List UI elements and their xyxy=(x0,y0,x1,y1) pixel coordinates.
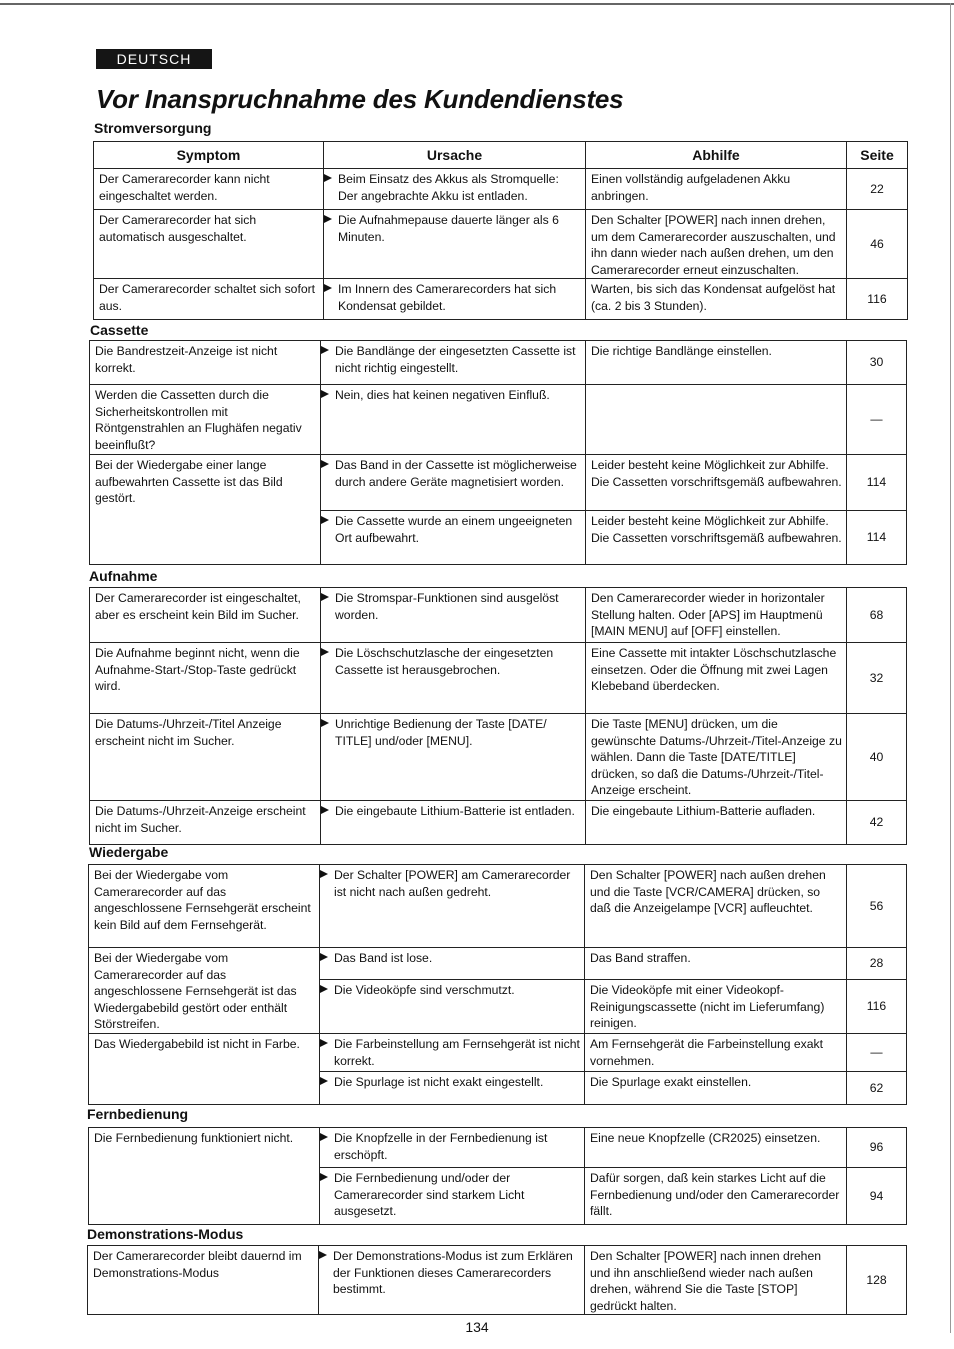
language-tag: DEUTSCH xyxy=(96,49,212,69)
section-title-playback: Wiedergabe xyxy=(89,844,169,860)
symptom-cell: Bei der Wiedergabe vom Camerarecorder auf das angeschlossene Fernsehgerät erscheint kein Bild auf dem Fernsehgerät. xyxy=(89,865,320,948)
symptom-cell: Die Aufnahme beginnt nicht, wenn die Aufnahme-Start-/Stop-Taste gedrückt wird. xyxy=(90,643,321,714)
page-ref-cell: 42 xyxy=(847,801,907,845)
symptom-cell: Die Datums-/Uhrzeit-Anzeige erscheint nicht im Sucher. xyxy=(90,801,321,845)
cause-cell: Nein, dies hat keinen negativen Einfluß. xyxy=(321,385,586,455)
table-cassette xyxy=(89,340,907,565)
page-ref-cell: 68 xyxy=(847,588,907,643)
right-border-line xyxy=(950,3,951,1333)
header-cause: Ursache xyxy=(324,142,586,169)
cause-cell: Die Fernbedienung und/oder der Camerarecorder sind starkem Licht ausgesetzt. xyxy=(320,1168,585,1225)
page-ref-cell: 114 xyxy=(847,511,907,565)
cause-cell: Die eingebaute Lithium-Batterie ist entladen. xyxy=(321,801,586,845)
symptom-cell: Werden die Cassetten durch die Sicherheitskontrollen mit Röntgenstrahlen an Flughäfen negativ beeinflußt? xyxy=(90,385,321,455)
table-row xyxy=(90,455,907,511)
cause-cell: Beim Einsatz des Akkus als Stromquelle: Der angebrachte Akku ist entladen. xyxy=(324,169,586,210)
header-page: Seite xyxy=(847,142,908,169)
table-row xyxy=(94,279,908,320)
remedy-cell: Einen vollständig aufgeladenen Akku anbringen. xyxy=(586,169,847,210)
table-row xyxy=(90,588,907,643)
page-ref-cell: 116 xyxy=(847,279,908,320)
table-row xyxy=(88,1246,907,1315)
section-title-recording: Aufnahme xyxy=(89,568,158,584)
table-power xyxy=(93,141,908,320)
page-ref-cell: 30 xyxy=(847,341,907,385)
remedy-cell: Leider besteht keine Möglichkeit zur Abhilfe. Die Cassetten vorschriftsgemäß aufbewahren. xyxy=(586,455,847,511)
page-ref-cell: 56 xyxy=(847,865,907,948)
remedy-cell: Die eingebaute Lithium-Batterie aufladen. xyxy=(586,801,847,845)
table-recording xyxy=(89,587,907,845)
page-ref-cell: 22 xyxy=(847,169,908,210)
cause-cell: Der Demonstrations-Modus ist zum Erklären der Funktionen dieses Camerarecorders bestimmt. xyxy=(319,1246,585,1315)
symptom-cell: Der Camerarecorder hat sich automatisch ausgeschaltet. xyxy=(94,210,324,279)
table-row xyxy=(89,948,907,980)
remedy-cell: Am Fernsehgerät die Farbeinstellung exakt vornehmen. xyxy=(585,1034,847,1072)
remedy-cell: Den Camerarecorder wieder in horizontaler Stellung halten. Oder [APS] im Hauptmenü [MAIN MENU] auf [OFF] einstellen. xyxy=(586,588,847,643)
remedy-cell: Den Schalter [POWER] nach innen drehen, um dem Camerarecorder auszuschalten, und ihn dann wieder nach außen drehen, um den Camerarecorder erneut einzuschalten. xyxy=(586,210,847,279)
symptom-cell: Die Datums-/Uhrzeit-/Titel Anzeige erscheint nicht im Sucher. xyxy=(90,714,321,801)
cause-cell: Im Innern des Camerarecorders hat sich Kondensat gebildet. xyxy=(324,279,586,320)
cause-cell: Die Farbeinstellung am Fernsehgerät ist nicht korrekt. xyxy=(320,1034,585,1072)
remedy-cell: Dafür sorgen, daß kein starkes Licht auf die Fernbedienung und/oder den Camerarecorder fällt. xyxy=(585,1168,847,1225)
symptom-cell: Bei der Wiedergabe vom Camerarecorder auf das angeschlossene Fernsehgerät ist das Wiedergabebild gestört oder enthält Störstreifen. xyxy=(89,948,320,1034)
remedy-cell: Das Band straffen. xyxy=(585,948,847,980)
header-remedy: Abhilfe xyxy=(586,142,847,169)
table-playback xyxy=(88,864,907,1105)
table-row xyxy=(90,385,907,455)
section-title-remote: Fernbedienung xyxy=(87,1106,189,1122)
header-symptom: Symptom xyxy=(94,142,324,169)
page-number: 134 xyxy=(465,1319,489,1335)
cause-cell: Die Cassette wurde an einem ungeeigneten Ort aufbewahrt. xyxy=(321,511,586,565)
cause-cell: Das Band ist lose. xyxy=(320,948,585,980)
remedy-cell: Die Taste [MENU] drücken, um die gewünschte Datums-/Uhrzeit-/Titel-Anzeige zu wählen. Dann die Taste [DATE/TITLE] drücken, so daß die Datums-/Uhrzeit-/Titel-Anzeige erscheint. xyxy=(586,714,847,801)
remedy-cell xyxy=(586,385,847,455)
page-ref-cell: 128 xyxy=(847,1246,907,1315)
cause-cell: Die Aufnahmepause dauerte länger als 6 Minuten. xyxy=(324,210,586,279)
table-row xyxy=(94,169,908,210)
remedy-cell: Eine neue Knopfzelle (CR2025) einsetzen. xyxy=(585,1128,847,1168)
page-ref-cell: 62 xyxy=(847,1072,907,1105)
remedy-cell: Die richtige Bandlänge einstellen. xyxy=(586,341,847,385)
symptom-cell: Der Camerarecorder bleibt dauernd im Demonstrations-Modus xyxy=(88,1246,319,1315)
cause-cell: Die Stromspar-Funktionen sind ausgelöst worden. xyxy=(321,588,586,643)
page-ref-cell: 94 xyxy=(847,1168,907,1225)
page-ref-cell: 40 xyxy=(847,714,907,801)
remedy-cell: Die Spurlage exakt einstellen. xyxy=(585,1072,847,1105)
symptom-cell: Die Bandrestzeit-Anzeige ist nicht korrekt. xyxy=(90,341,321,385)
symptom-cell: Bei der Wiedergabe einer lange aufbewahrten Cassette ist das Bild gestört. xyxy=(90,455,321,511)
remedy-cell: Warten, bis sich das Kondensat aufgelöst hat (ca. 2 bis 3 Stunden). xyxy=(586,279,847,320)
table-row xyxy=(90,801,907,845)
page-title: Vor Inanspruchnahme des Kundendienstes xyxy=(96,84,624,114)
remedy-cell: Den Schalter [POWER] nach außen drehen und die Taste [VCR/CAMERA] drücken, so daß die Anzeigelampe [VCR] aufleuchtet. xyxy=(585,865,847,948)
symptom-cell xyxy=(90,511,321,565)
cause-cell: Der Schalter [POWER] am Camerarecorder ist nicht nach außen gedreht. xyxy=(320,865,585,948)
table-row xyxy=(89,1128,907,1168)
table-row xyxy=(89,1034,907,1072)
cause-cell: Die Videoköpfe sind verschmutzt. xyxy=(320,980,585,1034)
table-row xyxy=(90,643,907,714)
section-title-demo: Demonstrations-Modus xyxy=(87,1226,244,1242)
cause-cell: Die Spurlage ist nicht exakt eingestellt. xyxy=(320,1072,585,1105)
cause-cell: Die Bandlänge der eingesetzten Cassette ist nicht richtig eingestellt. xyxy=(321,341,586,385)
symptom-cell: Der Camerarecorder kann nicht eingeschaltet werden. xyxy=(94,169,324,210)
cause-cell: Das Band in der Cassette ist möglicherweise durch andere Geräte magnetisiert worden. xyxy=(321,455,586,511)
cause-cell: Unrichtige Bedienung der Taste [DATE/ TITLE] und/oder [MENU]. xyxy=(321,714,586,801)
page-ref-cell: 114 xyxy=(847,455,907,511)
symptom-cell: Das Wiedergabebild ist nicht in Farbe. xyxy=(89,1034,320,1105)
remedy-cell: Eine Cassette mit intakter Löschschutzlasche einsetzen. Oder die Öffnung mit zwei Lagen Klebeband überdecken. xyxy=(586,643,847,714)
table-row xyxy=(94,210,908,279)
table-row xyxy=(90,714,907,801)
page-ref-cell: — xyxy=(847,1034,907,1072)
table-demo xyxy=(87,1245,907,1315)
table-header-row xyxy=(94,142,908,169)
page-ref-cell: 28 xyxy=(847,948,907,980)
page-ref-cell: 96 xyxy=(847,1128,907,1168)
table-row xyxy=(90,511,907,565)
cause-cell: Die Löschschutzlasche der eingesetzten Cassette ist herausgebrochen. xyxy=(321,643,586,714)
remedy-cell: Leider besteht keine Möglichkeit zur Abhilfe. Die Cassetten vorschriftsgemäß aufbewahren. xyxy=(586,511,847,565)
page-ref-cell: 46 xyxy=(847,210,908,279)
page-ref-cell: 116 xyxy=(847,980,907,1034)
symptom-cell: Die Fernbedienung funktioniert nicht. xyxy=(89,1128,320,1225)
remedy-cell: Die Videoköpfe mit einer Videokopf-Reinigungscassette (nicht im Lieferumfang) reinigen. xyxy=(585,980,847,1034)
top-border-line xyxy=(0,3,954,5)
table-remote xyxy=(88,1127,907,1225)
table-row xyxy=(90,341,907,385)
symptom-cell: Der Camerarecorder ist eingeschaltet, aber es erscheint kein Bild im Sucher. xyxy=(90,588,321,643)
section-title-power: Stromversorgung xyxy=(94,120,212,136)
section-title-cassette: Cassette xyxy=(90,322,149,338)
page-ref-cell: — xyxy=(847,385,907,455)
table-row xyxy=(89,865,907,948)
page-ref-cell: 32 xyxy=(847,643,907,714)
cause-cell: Die Knopfzelle in der Fernbedienung ist erschöpft. xyxy=(320,1128,585,1168)
symptom-cell: Der Camerarecorder schaltet sich sofort aus. xyxy=(94,279,324,320)
remedy-cell: Den Schalter [POWER] nach innen drehen und ihn anschließend wieder nach außen drehen, während Sie die Taste [STOP] gedrückt halten. xyxy=(585,1246,847,1315)
